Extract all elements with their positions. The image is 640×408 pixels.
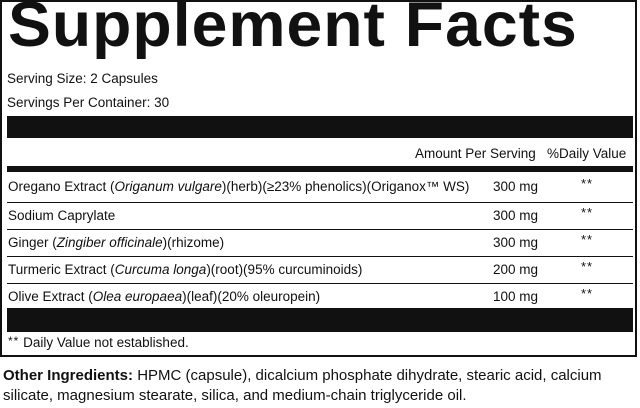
daily-value-footnote	[8, 336, 189, 350]
ingredient-daily-value: **	[581, 205, 594, 220]
ingredient-name	[8, 236, 224, 250]
footnote-text: Daily Value not established.	[23, 335, 189, 350]
medium-divider	[7, 166, 633, 172]
ingredient-row	[7, 283, 633, 311]
ingredient-name	[8, 290, 320, 304]
ingredient-latin-name: Olea europaea	[92, 289, 183, 304]
ingredient-latin-name: Origanum vulgare	[114, 179, 222, 194]
other-ingredients-label: Other Ingredients:	[3, 367, 134, 384]
ingredient-amount: 200 mg	[493, 262, 539, 277]
ingredient-name	[8, 180, 469, 194]
ingredient-name	[8, 209, 115, 223]
ingredient-name-text: Turmeric Extract (	[8, 262, 115, 277]
ingredient-amount: 300 mg	[493, 208, 539, 223]
footnote-stars: **	[8, 334, 20, 348]
ingredient-latin-name: Zingiber officinale	[56, 235, 163, 250]
ingredient-amount: 300 mg	[493, 179, 539, 194]
ingredient-latin-name: Curcuma longa	[114, 262, 207, 277]
ingredient-name-detail: )(herb)(≥23% phenolics)(Origanox™ WS)	[221, 179, 470, 194]
serving-size: Serving Size: 2 Capsules	[7, 71, 158, 86]
other-ingredients-text: HPMC (capsule), dicalcium phosphate dihydrate, stearic acid, calcium silicate, magnesium stearate, silica, and medium-chain triglyceride oil.	[3, 367, 602, 404]
thick-divider-bottom	[7, 308, 633, 332]
ingredient-name-detail: )(rhizome)	[162, 235, 225, 250]
ingredient-name	[8, 263, 362, 277]
ingredient-amount: 300 mg	[493, 235, 539, 250]
ingredient-name-text: Olive Extract (	[8, 289, 93, 304]
daily-value-header: %Daily Value	[547, 146, 627, 161]
panel-title: Supplement Facts	[8, 0, 578, 60]
ingredient-daily-value: **	[581, 259, 594, 274]
amount-per-serving-header: Amount Per Serving	[415, 146, 536, 161]
ingredient-row	[7, 174, 633, 201]
servings-per-container: Servings Per Container: 30	[7, 95, 170, 110]
ingredient-name-detail: )(leaf)(20% oleuropein)	[182, 289, 321, 304]
ingredient-daily-value: **	[581, 176, 594, 191]
ingredient-row	[7, 229, 633, 257]
ingredient-amount: 100 mg	[493, 289, 539, 304]
ingredient-name-text: Sodium Caprylate	[8, 208, 116, 223]
other-ingredients	[3, 366, 635, 406]
ingredient-row	[7, 256, 633, 284]
thick-divider-top	[7, 116, 633, 138]
ingredient-daily-value: **	[581, 286, 594, 301]
ingredient-daily-value: **	[581, 232, 594, 247]
ingredient-name-text: Oregano Extract (	[8, 179, 115, 194]
ingredient-name-text: Ginger (	[8, 235, 57, 250]
ingredient-row	[7, 202, 633, 230]
ingredient-name-detail: )(root)(95% curcuminoids)	[206, 262, 363, 277]
